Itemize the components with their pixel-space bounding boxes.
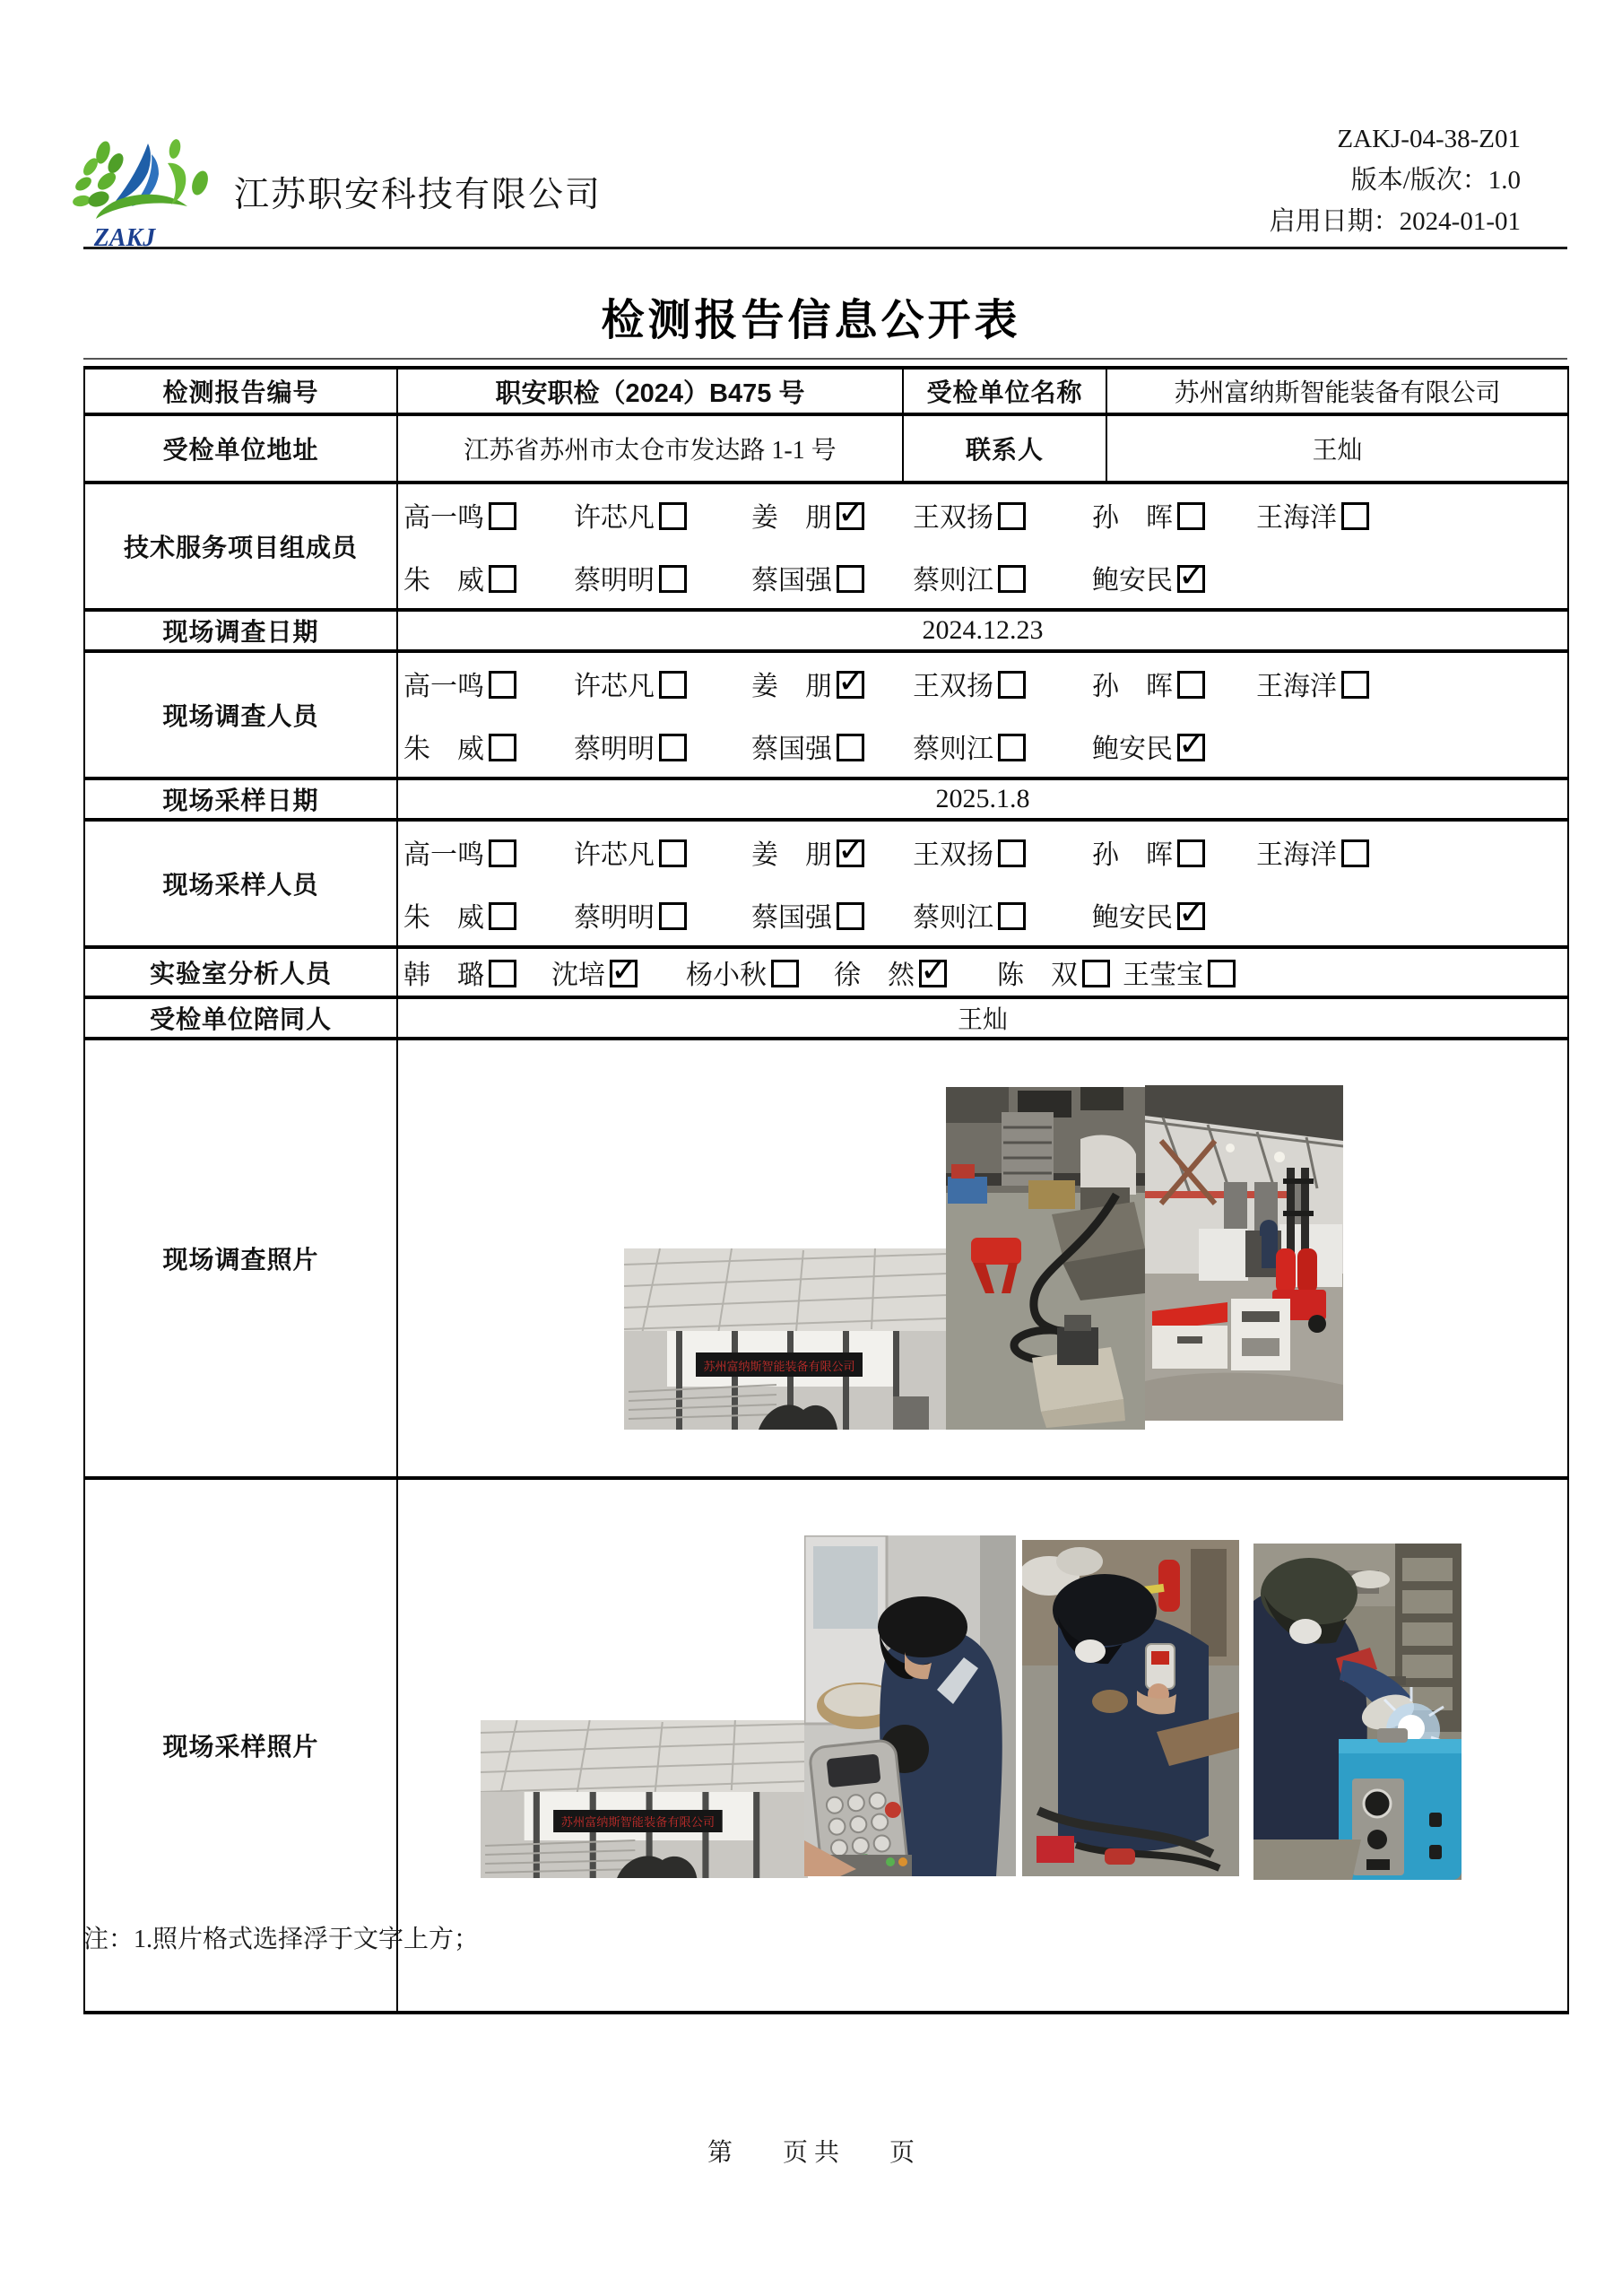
- footnote: 注：1.照片格式选择浮于文字上方；: [83, 1926, 480, 1953]
- member-checkbox[interactable]: [659, 671, 687, 699]
- survey-photo-workshop-floor: [946, 1087, 1145, 1430]
- member-checkbox[interactable]: [998, 734, 1026, 761]
- member-name: 王海洋: [1256, 503, 1337, 533]
- sampling-staff-label: 现场采样人员: [84, 820, 397, 947]
- member-checkbox[interactable]: [1177, 502, 1205, 530]
- member-item: [1092, 895, 1256, 935]
- member-item: [1092, 495, 1256, 535]
- unit-name-value: 苏州富纳斯智能装备有限公司: [1106, 368, 1568, 414]
- survey-photo-office-entrance: [624, 1248, 947, 1430]
- member-item: [913, 726, 1092, 766]
- member-name: 高一鸣: [403, 503, 484, 533]
- logo-zakj-text: ZAKJ: [93, 224, 156, 251]
- member-checkbox[interactable]: [659, 502, 687, 530]
- survey-photo-warehouse-forklift: [1145, 1085, 1343, 1421]
- unit-addr-value: 江苏省苏州市太仓市发达路 1-1 号: [397, 414, 903, 483]
- member-name: 孙 晖: [1092, 672, 1173, 701]
- member-checkbox[interactable]: [489, 839, 516, 867]
- member-name: 王双扬: [913, 840, 993, 870]
- member-name: 蔡国强: [751, 566, 832, 596]
- member-item: [574, 895, 751, 935]
- member-name: 朱 威: [403, 735, 484, 764]
- member-checkbox[interactable]: [837, 734, 864, 761]
- lab-staff-member-list: [398, 949, 1567, 996]
- member-name: 孙 晖: [1092, 503, 1173, 533]
- member-item: [574, 558, 751, 597]
- member-checkbox[interactable]: [1177, 565, 1205, 593]
- survey-staff-label: 现场调查人员: [84, 651, 397, 778]
- member-checkbox[interactable]: [489, 902, 516, 930]
- member-name: 徐 然: [834, 961, 915, 990]
- member-item: [913, 832, 1092, 872]
- page-title: 检测报告信息公开表: [601, 297, 1021, 344]
- led-sign-text: 苏州富纳斯智能装备有限公司: [560, 1815, 716, 1829]
- member-checkbox[interactable]: [659, 839, 687, 867]
- contact-value: 王灿: [1106, 414, 1568, 483]
- member-name: 许芯凡: [574, 840, 655, 870]
- document-meta: [1270, 118, 1521, 242]
- member-item: [686, 952, 834, 992]
- member-item: [403, 558, 574, 597]
- member-name: 陈 双: [997, 961, 1078, 990]
- member-checkbox[interactable]: [771, 960, 799, 987]
- member-checkbox[interactable]: [837, 902, 864, 930]
- member-checkbox[interactable]: [998, 902, 1026, 930]
- member-checkbox[interactable]: [1177, 839, 1205, 867]
- escort-value: 王灿: [397, 997, 1568, 1039]
- member-checkbox[interactable]: [1341, 839, 1369, 867]
- member-name: 韩 璐: [403, 961, 484, 990]
- member-name: 蔡明明: [574, 735, 655, 764]
- member-item: [403, 495, 574, 535]
- row-unit-address: [84, 414, 1568, 483]
- member-checkbox[interactable]: [837, 565, 864, 593]
- lab-staff-cell: [397, 947, 1568, 997]
- row-tech-team: [84, 483, 1568, 610]
- survey-date-label: 现场调查日期: [84, 610, 397, 651]
- member-item: [997, 952, 1123, 992]
- survey-staff-member-list: [398, 653, 1567, 777]
- member-item: [1123, 952, 1567, 992]
- member-item: [751, 726, 913, 766]
- member-checkbox[interactable]: [489, 960, 516, 987]
- member-item: [551, 952, 686, 992]
- member-name: 蔡国强: [751, 903, 832, 933]
- row-report-no: [84, 368, 1568, 414]
- row-sampling-date: [84, 778, 1568, 820]
- member-checkbox[interactable]: [659, 734, 687, 761]
- member-name: 鲍安民: [1092, 903, 1173, 933]
- member-checkbox[interactable]: [998, 565, 1026, 593]
- document-version: 版本/版次：1.0: [1350, 166, 1521, 195]
- unit-name-label: 受检单位名称: [903, 368, 1106, 414]
- member-checkbox[interactable]: [659, 565, 687, 593]
- member-item: [834, 952, 997, 992]
- member-item: [574, 495, 751, 535]
- tech-team-label: 技术服务项目组成员: [84, 483, 397, 610]
- company-logo-icon: [69, 136, 230, 251]
- sampling-photos-cell: [397, 1478, 1568, 2013]
- member-checkbox[interactable]: [1177, 734, 1205, 761]
- sampling-date-label: 现场采样日期: [84, 778, 397, 820]
- row-survey-photos: [84, 1039, 1568, 1478]
- member-name: 王双扬: [913, 672, 993, 701]
- member-checkbox[interactable]: [489, 502, 516, 530]
- contact-label: 联系人: [903, 414, 1106, 483]
- member-item: [574, 726, 751, 766]
- sampling-staff-member-list: [398, 822, 1567, 945]
- member-item: [403, 726, 574, 766]
- member-item: [751, 558, 913, 597]
- document-code: ZAKJ-04-38-Z01: [1337, 125, 1521, 153]
- member-name: 姜 朋: [751, 672, 832, 701]
- lab-staff-label: 实验室分析人员: [84, 947, 397, 997]
- member-checkbox[interactable]: [489, 671, 516, 699]
- member-name: 王双扬: [913, 503, 993, 533]
- sampling-photo-noise-meter: [804, 1535, 1016, 1876]
- row-escort: [84, 997, 1568, 1039]
- document-effective-date: 启用日期：2024-01-01: [1269, 207, 1521, 236]
- member-name: 杨小秋: [686, 961, 767, 990]
- member-name: 蔡明明: [574, 903, 655, 933]
- member-item: [574, 664, 751, 703]
- member-checkbox[interactable]: [998, 839, 1026, 867]
- member-item: [913, 495, 1092, 535]
- member-item: [1092, 832, 1256, 872]
- member-checkbox[interactable]: [1208, 960, 1236, 987]
- member-item: [913, 558, 1092, 597]
- member-checkbox[interactable]: [837, 502, 864, 530]
- member-item: [1256, 832, 1567, 872]
- member-item: [751, 895, 913, 935]
- member-name: 高一鸣: [403, 672, 484, 701]
- member-checkbox[interactable]: [659, 902, 687, 930]
- sampling-photo-handheld-detector: [1022, 1540, 1239, 1876]
- member-item: [751, 664, 913, 703]
- survey-date-value: 2024.12.23: [397, 610, 1568, 651]
- survey-photos-cell: [397, 1039, 1568, 1478]
- member-item: [574, 832, 751, 872]
- page-number-footer: 第 页 共 页: [707, 2139, 915, 2167]
- member-name: 蔡国强: [751, 735, 832, 764]
- member-item: [1256, 664, 1567, 703]
- member-name: 鲍安民: [1092, 735, 1173, 764]
- member-item: [913, 895, 1092, 935]
- sampling-photo-office-entrance: [481, 1720, 808, 1878]
- member-item: [751, 832, 913, 872]
- member-checkbox[interactable]: [837, 839, 864, 867]
- member-item: [403, 664, 574, 703]
- member-name: 孙 晖: [1092, 840, 1173, 870]
- member-name: 蔡则江: [913, 903, 993, 933]
- member-name: 姜 朋: [751, 840, 832, 870]
- company-logo: [69, 136, 230, 256]
- member-checkbox[interactable]: [610, 960, 638, 987]
- member-item: [1092, 558, 1256, 597]
- tech-team-members-cell: [397, 483, 1568, 610]
- member-checkbox[interactable]: [998, 671, 1026, 699]
- survey-photos-label: 现场调查照片: [84, 1039, 397, 1478]
- member-item: [751, 495, 913, 535]
- member-name: 沈培: [551, 961, 605, 990]
- sampling-staff-cell: [397, 820, 1568, 947]
- member-item: [1092, 664, 1256, 703]
- member-checkbox[interactable]: [1082, 960, 1110, 987]
- member-name: 许芯凡: [574, 672, 655, 701]
- report-no-label: 检测报告编号: [84, 368, 397, 414]
- member-checkbox[interactable]: [998, 502, 1026, 530]
- member-name: 鲍安民: [1092, 566, 1173, 596]
- row-lab-staff: [84, 947, 1568, 997]
- member-item: [403, 895, 574, 935]
- row-survey-staff: [84, 651, 1568, 778]
- unit-addr-label: 受检单位地址: [84, 414, 397, 483]
- member-checkbox[interactable]: [837, 671, 864, 699]
- member-checkbox[interactable]: [1177, 671, 1205, 699]
- member-item: [1256, 495, 1567, 535]
- member-name: 朱 威: [403, 566, 484, 596]
- row-survey-date: [84, 610, 1568, 651]
- escort-label: 受检单位陪同人: [84, 997, 397, 1039]
- sampling-photo-welding: [1253, 1544, 1462, 1880]
- member-checkbox[interactable]: [489, 565, 516, 593]
- member-checkbox[interactable]: [1341, 671, 1369, 699]
- led-sign-text: 苏州富纳斯智能装备有限公司: [703, 1360, 855, 1373]
- company-name: 江苏职安科技有限公司: [234, 176, 603, 214]
- member-checkbox[interactable]: [489, 734, 516, 761]
- member-name: 蔡则江: [913, 735, 993, 764]
- survey-staff-cell: [397, 651, 1568, 778]
- sampling-date-value: 2025.1.8: [397, 778, 1568, 820]
- document-header: [83, 124, 1567, 249]
- member-name: 许芯凡: [574, 503, 655, 533]
- member-name: 姜 朋: [751, 503, 832, 533]
- member-name: 高一鸣: [403, 840, 484, 870]
- member-item: [403, 832, 574, 872]
- member-item: [1092, 726, 1256, 766]
- member-item: [913, 664, 1092, 703]
- member-name: 蔡则江: [913, 566, 993, 596]
- member-name: 王海洋: [1256, 840, 1337, 870]
- member-name: 朱 威: [403, 903, 484, 933]
- table-top-rule: [83, 358, 1567, 360]
- row-sampling-staff: [84, 820, 1568, 947]
- member-name: 蔡明明: [574, 566, 655, 596]
- member-checkbox[interactable]: [919, 960, 947, 987]
- sampling-photos-label: 现场采样照片: [84, 1478, 397, 2013]
- report-no-value: 职安职检（2024）B475 号: [397, 368, 903, 414]
- member-item: [403, 952, 551, 992]
- member-checkbox[interactable]: [1341, 502, 1369, 530]
- member-checkbox[interactable]: [1177, 902, 1205, 930]
- report-info-table: [83, 366, 1569, 2014]
- member-name: 王海洋: [1256, 672, 1337, 701]
- tech-team-member-list: [398, 484, 1567, 608]
- member-name: 王莹宝: [1123, 961, 1203, 990]
